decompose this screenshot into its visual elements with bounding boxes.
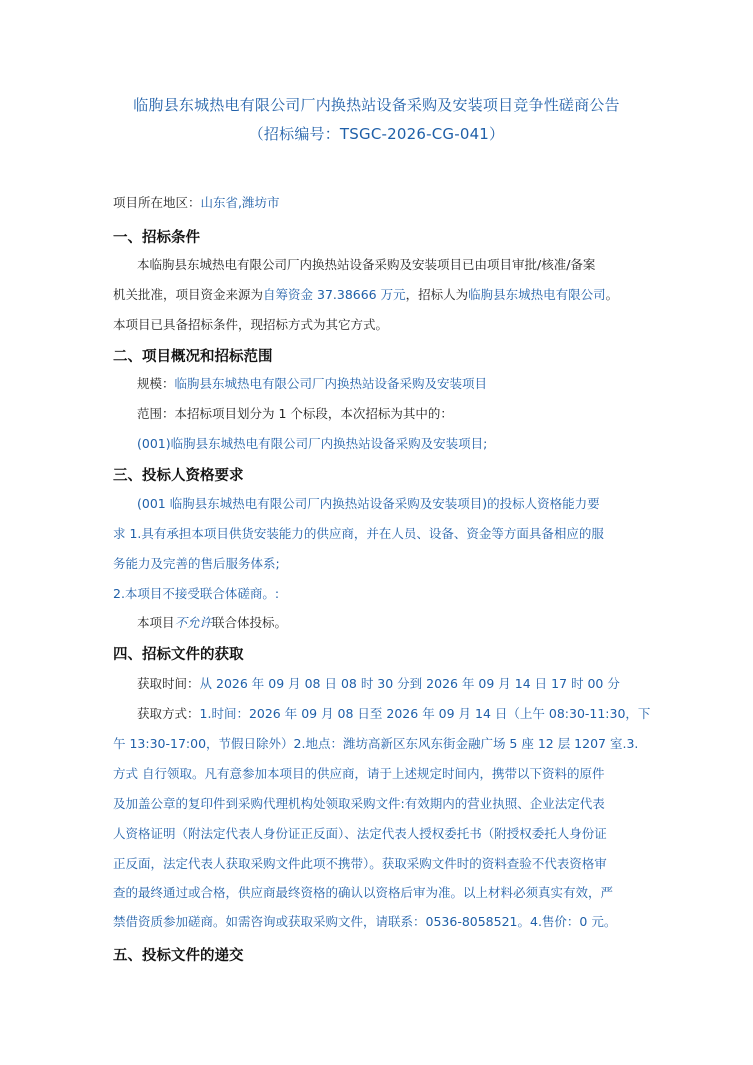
- s3-line-5: [137, 614, 287, 632]
- s3-text: 本项目: [137, 615, 175, 630]
- s1-line-3: 本项目已具备招标条件，现招标方式为其它方式。: [113, 317, 389, 332]
- s3-text: 联合体投标。: [212, 615, 288, 630]
- obtain-method-line-3: 方式 自行领取。凡有意参加本项目的供应商，请于上述规定时间内，携带以下资料的原件: [113, 766, 605, 781]
- s1-line-1: [137, 256, 595, 274]
- section-heading-5: 五、投标文件的递交: [113, 948, 244, 964]
- s3-line-1: (001 临朐县东城热电有限公司厂内换热站设备采购及安装项目)的投标人资格能力要: [137, 496, 600, 511]
- obtain-method-line-8: 禁借资质参加磋商。如需咨询或获取采购文件，请联系：0536-8058521。4.售价：0 元。: [113, 914, 617, 929]
- s1-text: 。: [605, 287, 619, 302]
- tender-number: （招标编号：TSGC-2026-CG-041）: [248, 125, 505, 143]
- project-region: [113, 194, 280, 212]
- s3-line-2: 求 1.具有承担本项目供货安装能力的供应商，并在人员、设备、资金等方面具备相应的服: [113, 526, 604, 541]
- s3-line-3: 务能力及完善的售后服务体系;: [113, 556, 280, 571]
- obtain-method-line-2: 午 13:30-17:00，节假日除外）2.地点：潍坊高新区东风东街金融广场 5 座 12 层 1207 室.3.: [113, 736, 639, 751]
- obtain-method-line-5: 人资格证明（附法定代表人身份证正反面）、法定代表人授权委托书（附授权委托人身份证: [113, 826, 607, 841]
- obtain-time-line: [137, 675, 620, 693]
- obtain-method-line-7: 查的最终通过或合格，供应商最终资格的确认以资格后审为准。以上材料必须真实有效，严: [113, 885, 614, 900]
- obtain-time-value: 从 2026 年 09 月 08 日 08 时 30 分到 2026 年 09 月 14 日 17 时 00 分: [199, 676, 620, 691]
- scale-value: 临朐县东城热电有限公司厂内换热站设备采购及安装项目: [174, 376, 488, 391]
- obtain-method-line-4: 及加盖公章的复印件到采购代理机构处领取采购文件:有效期内的营业执照、企业法定代表: [113, 796, 605, 811]
- scale-line: [137, 375, 487, 393]
- s1-text: 机关批准，项目资金来源为: [113, 287, 264, 302]
- lot-line: (001)临朐县东城热电有限公司厂内换热站设备采购及安装项目;: [137, 436, 488, 451]
- obtain-method-label: 获取方式：: [137, 706, 200, 721]
- s1-text: ，招标人为: [405, 287, 469, 302]
- section-heading-3: 三、投标人资格要求: [113, 468, 244, 484]
- scale-label: 规模：: [137, 376, 175, 391]
- document-title: 临朐县东城热电有限公司厂内换热站设备采购及安装项目竞争性磋商公告: [133, 96, 620, 114]
- tenderer-name: 临朐县东城热电有限公司: [468, 287, 606, 302]
- section-heading-1: 一、招标条件: [113, 230, 200, 246]
- region-label: 项目所在地区：: [113, 195, 201, 210]
- region-value: 山东省,潍坊市: [200, 195, 280, 210]
- range-line: 范围：本招标项目划分为 1 个标段，本次招标为其中的：: [137, 406, 453, 421]
- obtain-method-line-6: 正反面，法定代表人获取采购文件此项不携带）。获取采购文件时的资料查验不代表资格审: [113, 856, 607, 871]
- obtain-method-line-1: [137, 705, 650, 723]
- consortium-status: 不允许: [174, 615, 213, 630]
- s1-line-2: [113, 286, 618, 304]
- section-heading-4: 四、招标文件的获取: [113, 647, 244, 663]
- obtain-method-text: 1.时间：2026 年 09 月 08 日至 2026 年 09 月 14 日（上午 08:30-11:30，下: [199, 706, 651, 721]
- section-heading-2: 二、项目概况和招标范围: [113, 349, 273, 365]
- s1-line-1-text: 本临朐县东城热电有限公司厂内换热站设备采购及安装项目已由项目审批/核准/备案: [137, 257, 596, 272]
- s3-line-4: 2.本项目不接受联合体磋商。:: [113, 586, 280, 601]
- obtain-time-label: 获取时间：: [137, 676, 200, 691]
- fund-source: 自筹资金 37.38666 万元: [263, 287, 406, 302]
